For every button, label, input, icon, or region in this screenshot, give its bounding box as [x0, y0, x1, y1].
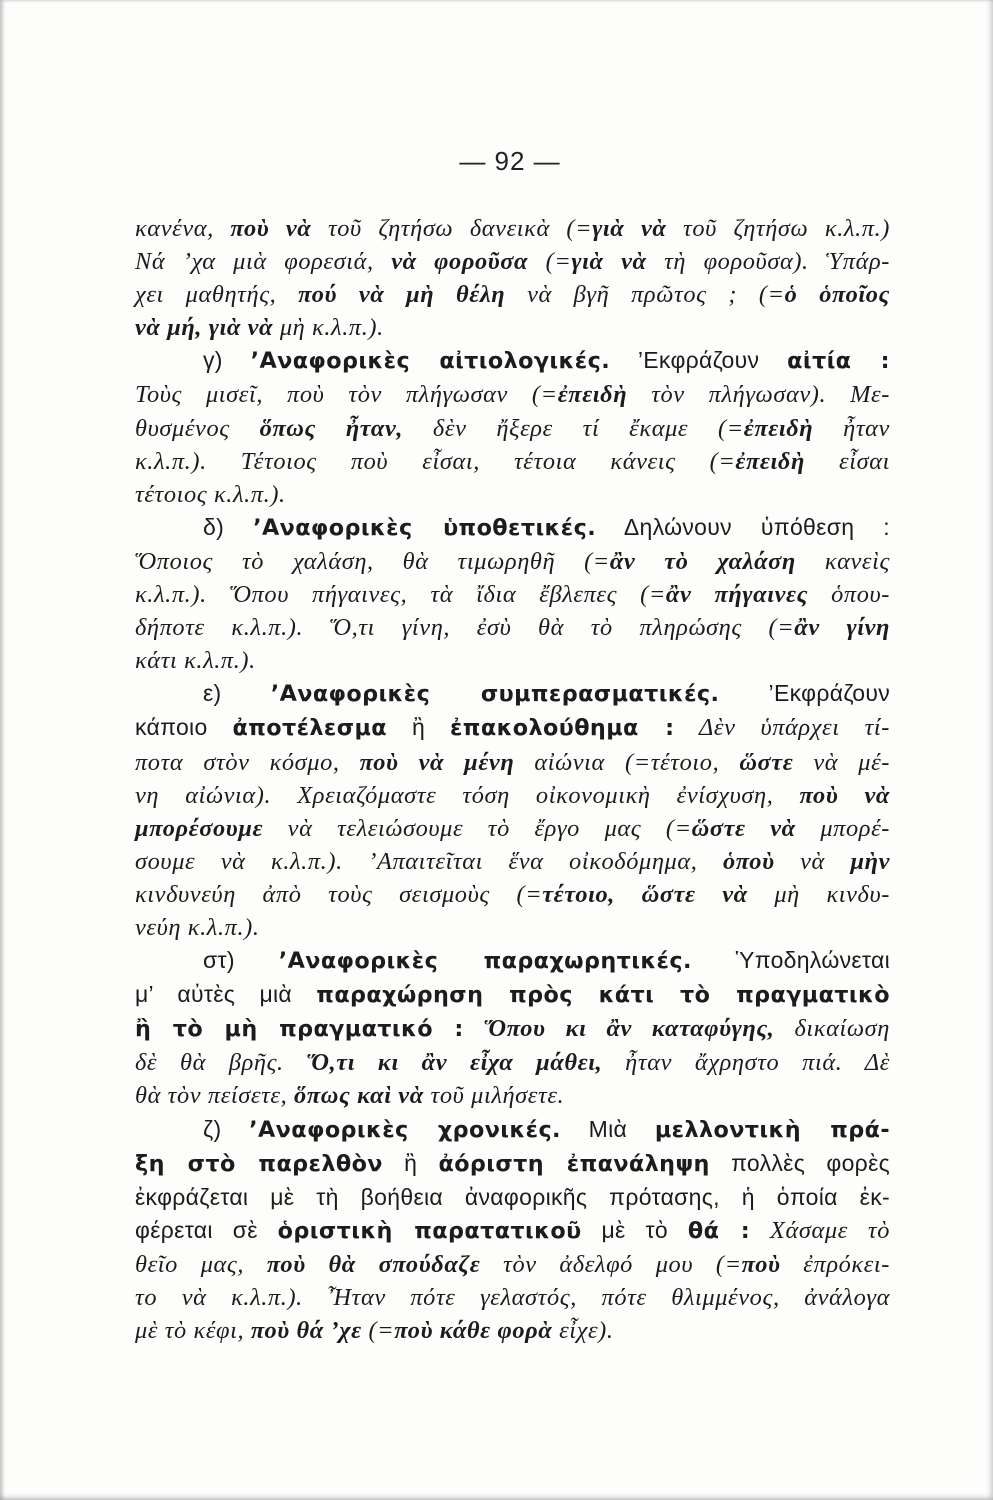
example-text: τὸν πλήγωσαν). Με-: [627, 381, 890, 409]
example-text: Χάσαμε τὸ: [750, 1216, 890, 1244]
section-heading-text: παραχώρηση πρὸς κάτι τὸ πραγματικὸ: [316, 982, 890, 1009]
example-text: εἶχε).: [552, 1317, 614, 1345]
emphasis-text: ὅπως καὶ νὰ: [294, 1082, 424, 1110]
example-text: νὰ: [774, 847, 851, 875]
example-text: νεύη κ.λ.π.).: [135, 913, 260, 941]
emphasis-text: ἂν γίνη: [794, 614, 890, 642]
emphasis-text: Ὅ,τι κι ἂν εἶχα μάθει,: [306, 1049, 603, 1077]
section-heading-text: ’Αναφορικὲς παραχωρητικές.: [278, 948, 692, 975]
example-text: τοῦ ζητήσω δανεικὰ (=: [311, 215, 593, 242]
example-text: μπορέ-: [795, 814, 890, 842]
text-line: [135, 845, 890, 878]
body-text: Μιὰ: [560, 1115, 655, 1142]
body-text: γ): [203, 347, 251, 374]
section-heading-text: ξη στὸ παρελθὸν: [135, 1150, 383, 1177]
text-line: [135, 1214, 890, 1248]
example-text: δὲ θὰ βρῆς.: [135, 1049, 307, 1077]
emphasis-text: ἐπειδὴ: [743, 414, 814, 442]
page-body: [135, 212, 890, 1347]
section-heading-text: ’Αναφορικὲς ὑποθετικές.: [253, 514, 597, 541]
example-text: τέτοιος κ.λ.π.).: [135, 480, 286, 508]
body-text: ἐκφράζεται μὲ τὴ βοήθεια ἀναφορικῆς πρότασης, ἡ ὁποία ἐκ-: [135, 1183, 890, 1210]
example-text: νη αἰώνια). Χρειαζόμαστε τόση οἰκονομικὴ ἐνίσχυση,: [135, 781, 800, 809]
example-text: θυσμένος: [135, 414, 260, 442]
example-text: θεῖο μας,: [135, 1250, 267, 1278]
section-heading-text: ἢ τὸ μὴ πραγματικό :: [135, 1016, 464, 1043]
section-heading-text: θά :: [687, 1217, 751, 1244]
text-line: [135, 445, 890, 478]
example-text: εἶσαι: [804, 447, 890, 475]
body-text: φέρεται σὲ: [135, 1216, 278, 1243]
page-number: — 92 —: [459, 146, 561, 176]
example-text: χει μαθητής,: [135, 281, 299, 309]
example-text: (=: [528, 248, 572, 276]
example-text: θὰ τὸν πείσετε,: [135, 1082, 295, 1110]
section-heading-text: ἀποτέλεσμα: [232, 715, 388, 742]
text-line: [135, 1248, 890, 1281]
body-text: ε): [203, 680, 271, 707]
text-line: [135, 545, 890, 578]
example-text: κανένα,: [135, 215, 231, 242]
example-text: τοῦ μιλήσετε.: [423, 1082, 565, 1110]
emphasis-text: ἂν τὸ χαλάση: [609, 547, 796, 575]
body-text: ἢ: [382, 1149, 439, 1176]
emphasis-text: γιὰ νὰ: [592, 215, 667, 242]
section-heading-text: ’Αναφορικὲς χρονικές.: [249, 1116, 561, 1143]
example-text: κάτι κ.λ.π.).: [135, 647, 256, 675]
example-text: ὁπου-: [808, 581, 890, 609]
body-text: μ’ αὐτὲς μιὰ: [135, 981, 317, 1008]
body-text: πολλὲς φορὲς: [709, 1149, 891, 1176]
text-line: [135, 779, 890, 812]
body-text: ’Εκφράζουν: [610, 347, 788, 374]
text-line: [135, 245, 890, 278]
text-line: [135, 311, 890, 344]
text-line: [135, 344, 890, 378]
emphasis-text: ποὺ: [741, 1250, 781, 1278]
emphasis-text: ὅπως ἦταν,: [259, 414, 404, 442]
section-heading-text: ’Αναφορικὲς συμπερασματικές.: [270, 681, 720, 708]
text-line: [135, 677, 890, 711]
emphasis-text: ἐπειδὴ: [557, 381, 628, 409]
emphasis-text: ὁποὺ: [722, 847, 775, 875]
emphasis-text: ἂν πήγαινες: [665, 581, 809, 609]
text-line: [135, 1079, 890, 1112]
example-text: (=: [361, 1317, 395, 1345]
text-line: [135, 278, 890, 311]
example-text: τὴ φοροῦσα). Ὑπάρ-: [646, 248, 891, 276]
example-text: δὲν ἤξερε τί ἔκαμε (=: [403, 414, 744, 442]
example-text: το νὰ κ.λ.π.). Ἦταν πότε γελαστός, πότε θλιμμένος, ἀνάλογα: [135, 1284, 890, 1311]
body-text: δ): [203, 513, 254, 540]
emphasis-text: Ὅπου κι ἂν καταφύγης,: [463, 1015, 775, 1043]
example-text: νὰ βγῆ πρῶτος ; (=: [505, 281, 785, 309]
example-text: μὲ τὸ κέφι,: [135, 1317, 251, 1345]
text-line: [135, 746, 890, 779]
section-heading-text: αἰτία :: [787, 348, 890, 375]
text-line: [135, 1181, 890, 1214]
emphasis-text: γιὰ νὰ: [571, 248, 647, 276]
example-text: σουμε νὰ κ.λ.π.). ’Απαιτεῖται ἕνα οἰκοδόμημα,: [135, 847, 723, 875]
section-heading-text: μελλοντικὴ πρά-: [654, 1116, 891, 1143]
text-line: [135, 711, 890, 745]
example-text: Τοὺς μισεῖ, ποὺ τὸν πλήγωσαν (=: [135, 381, 558, 409]
text-line: [135, 978, 890, 1012]
text-line: [135, 1147, 890, 1181]
emphasis-text: μὴν: [850, 847, 890, 875]
text-line: [135, 644, 890, 677]
emphasis-text: ποὺ θά ’χε: [250, 1317, 362, 1345]
text-line: [135, 1012, 890, 1046]
body-text: ’Εκφράζουν: [719, 680, 890, 707]
example-text: κινδυνεύη ἀπὸ τοὺς σεισμοὺς (=: [135, 880, 543, 908]
example-text: τὸν ἀδελφό μου (=: [480, 1250, 742, 1278]
example-text: Νά ’χα μιὰ φορεσιά,: [135, 248, 392, 276]
emphasis-text: ὁ ὁποῖος: [784, 281, 891, 309]
body-text: κάποιο: [135, 714, 233, 741]
emphasis-text: ποὺ θὰ σπούδαζε: [266, 1250, 481, 1278]
example-text: δικαίωση: [774, 1015, 890, 1043]
text-line: [135, 511, 890, 545]
example-text: νὰ μέ-: [793, 748, 890, 776]
text-line: [135, 478, 890, 511]
section-heading-text: ἀόριστη ἐπανάληψη: [438, 1150, 710, 1177]
text-line: [135, 378, 890, 411]
example-text: τοῦ ζητήσω κ.λ.π.): [666, 215, 890, 242]
text-line: [135, 578, 890, 611]
emphasis-text: νὰ μή, γιὰ νὰ: [135, 314, 274, 342]
example-text: Δὲν ὑπάρχει τί-: [674, 714, 890, 742]
emphasis-text: μπορέσουμε: [135, 814, 264, 842]
text-line: [135, 1113, 890, 1147]
emphasis-text: ποὺ νὰ: [799, 781, 890, 809]
emphasis-text: ποὺ κάθε φορὰ: [394, 1317, 553, 1345]
section-heading-text: ὁριστικὴ παρατατικοῦ: [277, 1217, 582, 1244]
emphasis-text: ποὺ νὰ: [230, 215, 312, 242]
text-line: [135, 878, 890, 911]
example-text: κ.λ.π.). Τέτοιος ποὺ εἶσαι, τέτοια κάνεις (=: [135, 447, 736, 475]
text-line: [135, 1314, 890, 1347]
body-text: στ): [203, 947, 279, 974]
body-text: Ὑποδηλώνεται: [691, 947, 890, 974]
section-heading-text: ’Αναφορικὲς αἰτιολογικές.: [250, 348, 611, 375]
emphasis-text: πού νὰ μὴ θέλη: [298, 281, 506, 309]
text-line: [135, 1046, 890, 1079]
emphasis-text: ποὺ νὰ μένη: [359, 748, 515, 776]
example-text: ἐπρόκει-: [780, 1250, 890, 1278]
example-text: μὴ κινδυ-: [747, 880, 890, 908]
text-line: [135, 611, 890, 644]
text-line: [135, 1281, 890, 1314]
text-line: [135, 812, 890, 845]
example-text: κ.λ.π.). Ὅπου πήγαινες, τὰ ἴδια ἔβλεπες (=: [135, 581, 666, 609]
example-text: κανεὶς: [795, 547, 890, 575]
text-line: [135, 412, 890, 445]
example-text: αἰώνια (=τέτοιο,: [514, 748, 740, 776]
text-line: [135, 212, 890, 245]
text-line: [135, 944, 890, 978]
section-heading-text: ἐπακολούθημα :: [450, 715, 675, 742]
body-text: ζ): [203, 1115, 250, 1142]
emphasis-text: ἐπειδὴ: [735, 447, 805, 475]
emphasis-text: ὥστε νὰ: [691, 814, 796, 842]
example-text: δήποτε κ.λ.π.). Ὅ,τι γίνη, ἐσὺ θὰ τὸ πληρώσης (=: [135, 614, 795, 642]
example-text: ἦταν: [813, 414, 890, 442]
example-text: μὴ κ.λ.π.).: [273, 314, 384, 342]
body-text: ἢ: [387, 714, 450, 741]
example-text: νὰ τελειώσουμε τὸ ἔργο μας (=: [263, 814, 692, 842]
body-text: μὲ τὸ: [581, 1216, 688, 1243]
body-text: Δηλώνουν ὑπόθεση :: [596, 513, 890, 540]
example-text: ποτα στὸν κόσμο,: [135, 748, 360, 776]
emphasis-text: τέτοιο, ὥστε νὰ: [542, 880, 748, 908]
text-line: [135, 911, 890, 944]
example-text: ἦταν ἄχρηστο πιά. Δὲ: [602, 1049, 890, 1077]
emphasis-text: ὥστε: [739, 748, 794, 776]
example-text: Ὅποιος τὸ χαλάση, θὰ τιμωρηθῆ (=: [135, 547, 610, 575]
emphasis-text: νὰ φοροῦσα: [391, 248, 529, 276]
